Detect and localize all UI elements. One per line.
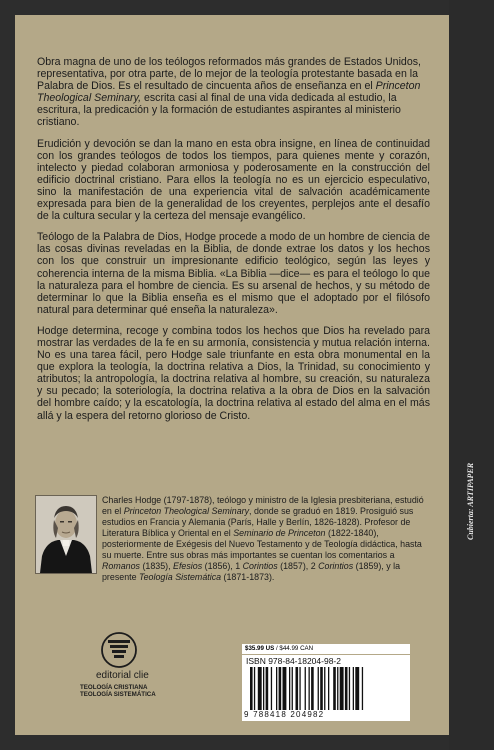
- barcode-number: 9 788418 204982: [244, 710, 325, 719]
- price-can: / $44.99 CAN: [275, 645, 314, 652]
- barcode-bar: [324, 667, 325, 710]
- barcode-bar: [296, 667, 299, 710]
- bio-segment: (1857), 2: [277, 561, 319, 572]
- barcode-bar: [299, 667, 300, 710]
- barcode-bar: [305, 667, 306, 710]
- price-us: $35.99 US: [245, 645, 275, 652]
- barcode-bar: [271, 667, 272, 710]
- bio-segment: Princeton Theological Seminary: [123, 506, 250, 517]
- author-portrait: [35, 495, 97, 574]
- price-label: [242, 644, 410, 654]
- barcode-bar: [266, 667, 269, 710]
- barcode-bar: [311, 667, 314, 710]
- barcode-bar: [349, 667, 350, 710]
- bio-segment: (1859), y la presente: [102, 561, 401, 583]
- blurb-paragraph-1: Obra magna de uno de los teólogos reformados más grandes de Estados Unidos, representativa, por otra parte, de lo mejor de la teología protestante basada en la Palabra de Dios. Es el resultado de cincuenta años de enseñanza en el Princeton Theological Seminary, escrita casi al final de una vida dedicada al estudio, la escritura, la predicación y la formación de estudiantes aspirantes al ministerio cristiano.: [37, 56, 421, 129]
- cover-credit: Cubierta: ARTIPAPER: [466, 462, 475, 540]
- barcode-bar: [340, 667, 344, 710]
- barcode-bar: [250, 667, 253, 710]
- barcode-bar: [279, 667, 282, 710]
- bio-segment: Corintios: [242, 561, 278, 572]
- barcode-bar: [309, 667, 310, 710]
- barcode-bar: [320, 667, 323, 710]
- barcode-bar: [292, 667, 293, 710]
- bio-segment: (1856), 1: [202, 561, 243, 572]
- blurb-text: [37, 56, 430, 431]
- author-bio-text: [102, 495, 432, 583]
- series-labels: [80, 684, 240, 699]
- barcode-bar: [318, 667, 319, 710]
- bio-segment: Corintios: [318, 561, 354, 572]
- barcode-graphic: [248, 667, 406, 710]
- series-label-2: TEOLOGÍA SISTEMÁTICA: [80, 691, 156, 699]
- bio-segment: Efesios: [173, 561, 203, 572]
- bio-segment: Romanos: [102, 561, 140, 572]
- publisher-logo-icon: [99, 632, 139, 668]
- publisher-name: editorial clie: [96, 670, 149, 681]
- barcode-bar: [254, 667, 255, 710]
- barcode-bar: [263, 667, 264, 710]
- bio-segment: Charles Hodge (1797-1878), teólogo y ministro de la Iglesia presbiteriana, estudió en el: [102, 495, 424, 517]
- bio-segment: (1835),: [139, 561, 174, 572]
- spine-strip: [449, 0, 494, 750]
- bio-segment: (1822-1840), posteriormente de Exégesis del Nuevo Testamento y de Teología didáctica, hasta su muerte. Entre sus obras más importantes se cuentan los comentarios a: [102, 528, 422, 561]
- blurb-paragraph-3: Teólogo de la Palabra de Dios, Hodge procede a modo de un hombre de ciencia de las cosas divinas reveladas en la Biblia, de donde extrae los datos y los hechos con los que construir un impresionante edificio teológico, según las leyes y coherencia interna de la misma Biblia. «La Biblia —dice— es para el teólogo lo que la naturaleza para el hombre de ciencia. Es su arsenal de hechos, y su método de determinar lo que la Biblia enseña es el mismo que el adoptado por el filósofo natural para determinar qué enseña la naturaleza».: [37, 231, 430, 316]
- bio-segment: Seminario de Princeton: [233, 528, 326, 539]
- barcode-bar: [328, 667, 329, 710]
- barcode-bar: [337, 667, 338, 710]
- barcode-bar: [355, 667, 359, 710]
- barcode-bar: [333, 667, 336, 710]
- bio-segment: , donde se graduó en 1819. Prosiguió sus estudios en Francia y Alemania (París, Halle y Berlín, 1826-1828). Profesor de Literatura Bíblica y Oriental en el: [102, 506, 414, 539]
- series-label-1: TEOLOGÍA CRISTIANA: [80, 684, 148, 691]
- barcode-bar: [283, 667, 287, 710]
- isbn-text: ISBN 978-84-18204-98-2: [246, 656, 341, 666]
- barcode-bar: [345, 667, 348, 710]
- author-bio: [102, 495, 432, 583]
- bio-segment: Teología Sistemática: [139, 572, 222, 583]
- barcode-bar: [362, 667, 363, 710]
- bio-segment: (1871-1873).: [221, 572, 275, 583]
- barcode-bar: [353, 667, 354, 710]
- blurb-paragraph-4: Hodge determina, recoge y combina todos los hechos que Dios ha revelado para mostrar las verdades de la fe en su armonía, consistencia y mutua relación interna. No es una tarea fácil, pero Hodge sale triunfante en esta obra monumental en la que explora la teología, la doctrina relativa a Dios, la Trinidad, su conocimiento y atributos; la antropología, la doctrina relativa al hombre, su creación, su naturaleza y su pecado; la soteriología, la doctrina relativa a la obra de Dios en la salvación del hombre caído; y la escatología, la doctrina relativa al estado del alma en el más allá y la espera del retorno glorioso de Cristo.: [37, 324, 430, 422]
- barcode-bar: [258, 667, 262, 710]
- barcode-bar: [276, 667, 277, 710]
- blurb-paragraph-2: Erudición y devoción se dan la mano en esta obra insigne, en línea de continuidad con los grandes teólogos de todos los tiempos, para quienes mente y corazón, intelecto y piedad colaboran armoniosa y poderosamente en la construcción del edificio doctrinal cristiano. Para ellos la teología no es un ejercicio especulativo, sino la manifestación de una experiencia vital de salvación académicamente expresada para bien de la generalidad de los creyentes, perplejos ante el desafío de la cultura secular y la certeza del mensaje evangélico.: [37, 137, 430, 223]
- barcode-bar: [289, 667, 290, 710]
